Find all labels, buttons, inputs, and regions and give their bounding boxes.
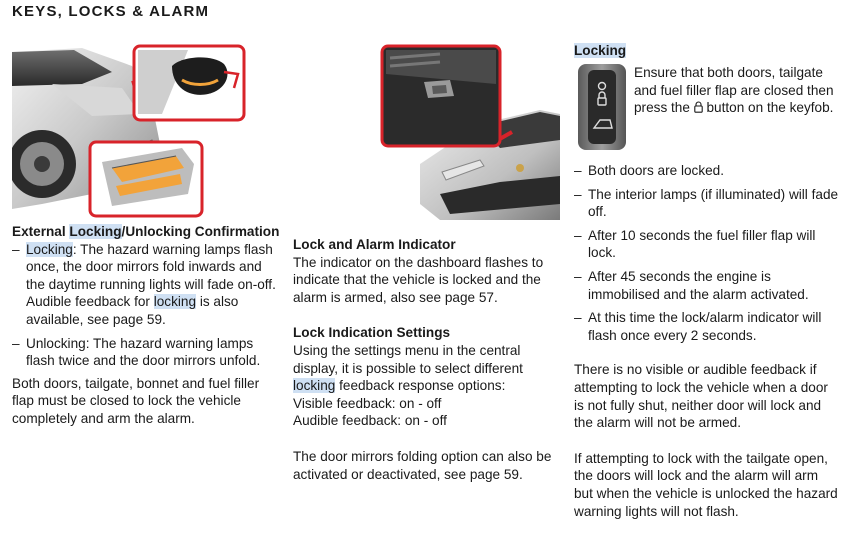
tailgate-open-paragraph: If attempting to lock with the tailgate open, the doors will lock and the alarm will arm but when the vehicle is unlocked the hazard warning lights will not flash. (574, 450, 838, 519)
list-item-unlocking: – Unlocking: The hazard warning lamps flash twice and the door mirrors unfold. (12, 335, 282, 370)
heading-locking: Locking (574, 43, 627, 58)
audible-feedback-option: Audible feedback: on - off (293, 413, 447, 429)
keyfob-image (576, 62, 628, 152)
list-item: – After 45 seconds the engine is immobilised and the alarm activated. (574, 268, 839, 303)
heading-lock-alarm-indicator: Lock and Alarm Indicator (293, 237, 456, 252)
settings-description: Using the settings menu in the central display, it is possible to select different locking feedback response options: (293, 342, 523, 394)
page-title: KEYS, LOCKS & ALARM (12, 3, 210, 20)
no-feedback-paragraph: There is no visible or audible feedback if attempting to lock the vehicle when a door is not fully shut, neither door will lock and the alarm will not be armed. (574, 362, 828, 431)
car-front-image (380, 44, 560, 220)
mirrors-folding-note: The door mirrors folding option can also be activated or deactivated, see page 59. (293, 448, 552, 482)
mirror-callout-image (134, 46, 244, 120)
car-front-left-image (12, 44, 282, 222)
indicator-description: The indicator on the dashboard flashes to indicate that the vehicle is locked and the alarm is armed, also see page 57. (293, 254, 544, 305)
headlight-callout-image (90, 142, 202, 216)
locking-intro: Ensure that both doors, tailgate and fuel filler flap are closed then press the button on the keyfob. (634, 65, 834, 116)
list-item: – Both doors are locked. (574, 162, 839, 180)
list-item: – After 10 seconds the fuel filler flap will lock. (574, 227, 839, 262)
locking-results-list (574, 162, 839, 344)
closing-paragraph: Both doors, tailgate, bonnet and fuel filler flap must be closed to lock the vehicle completely and arm the alarm. (12, 375, 260, 426)
list-item-locking: – Locking: The hazard warning lamps flash once, the door mirrors fold inwards and the daytime running lights will fade on-off. Audible feedback for locking is also available, see page 59. (12, 241, 282, 329)
confirmation-list (12, 241, 282, 370)
section-heading-external-locking: External Locking/Unlocking Confirmation (12, 224, 280, 239)
visual-feedback-option: Visible feedback: on - off (293, 395, 442, 411)
dashboard-indicator-image (382, 46, 500, 146)
lock-icon (694, 101, 703, 113)
list-item: – At this time the lock/alarm indicator will flash once every 2 seconds. (574, 309, 839, 344)
list-item: – The interior lamps (if illuminated) will fade off. (574, 186, 839, 221)
heading-lock-indication-settings: Lock Indication Settings (293, 325, 451, 341)
